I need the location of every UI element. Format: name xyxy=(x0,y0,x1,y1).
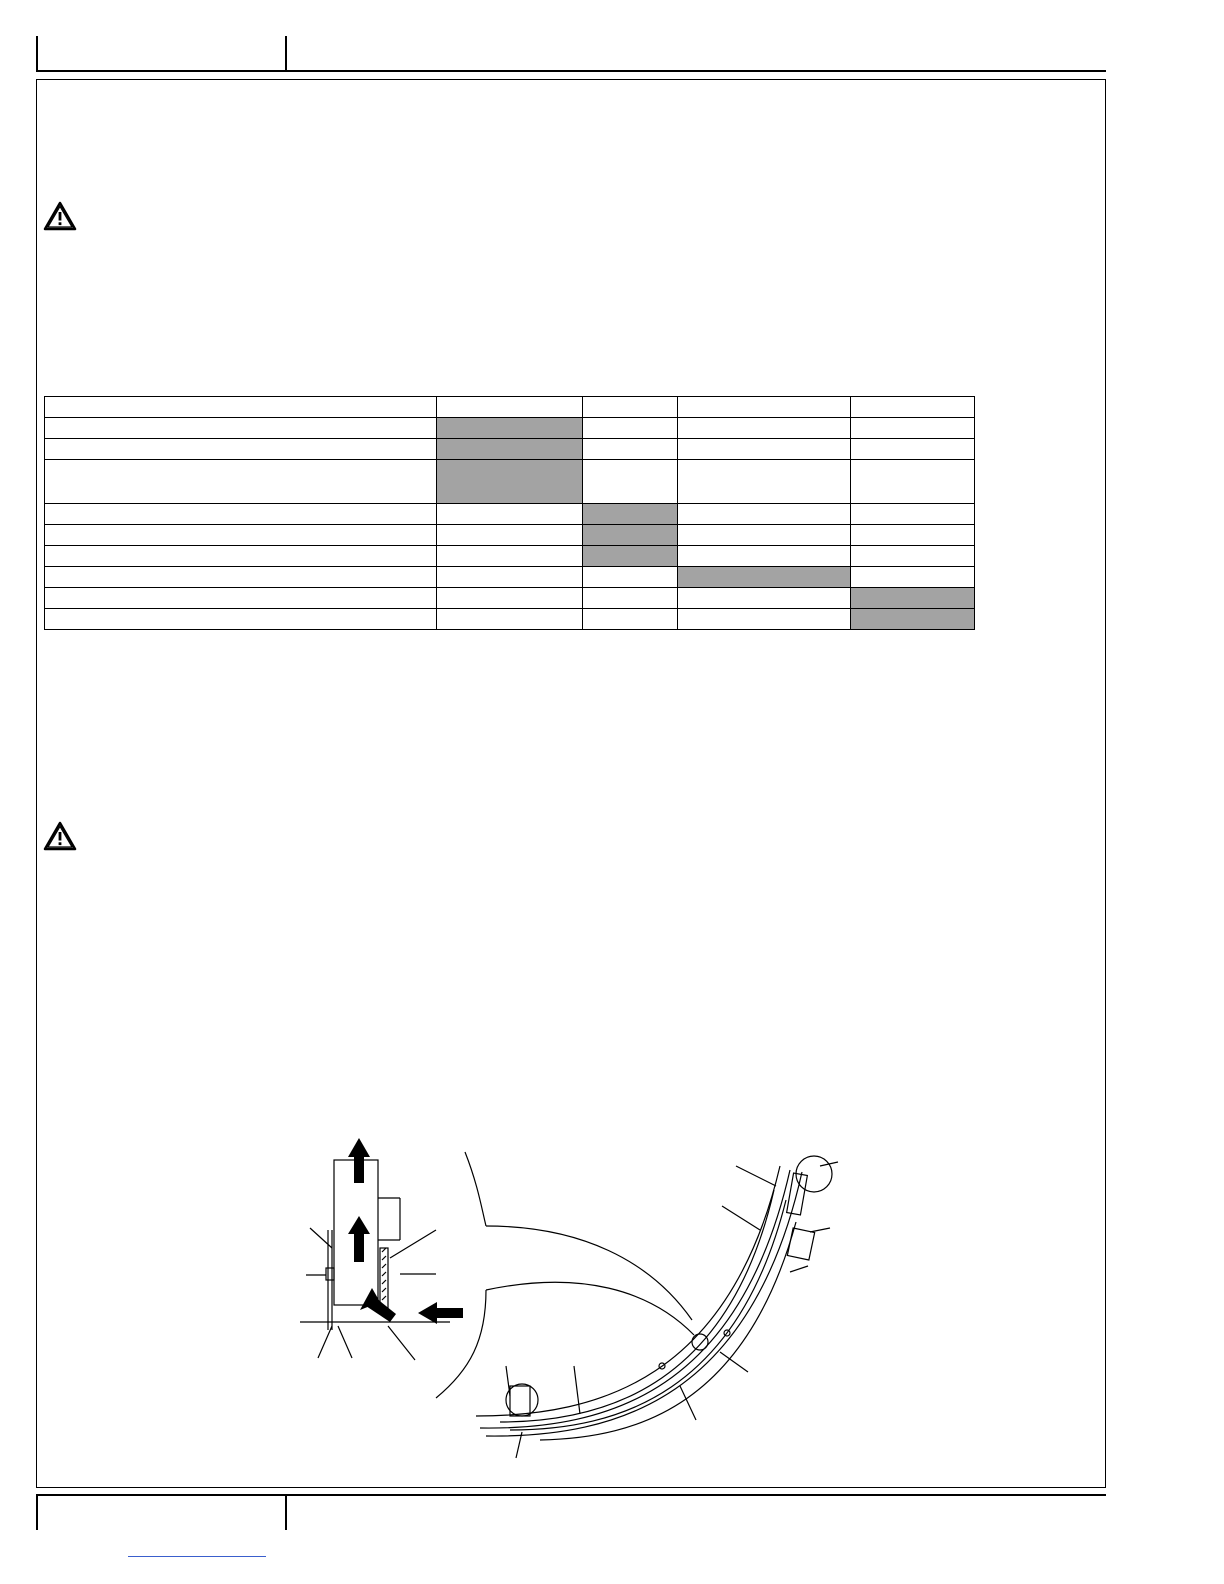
flow-arrows xyxy=(348,1138,463,1324)
interval-cell xyxy=(583,418,678,439)
interval-cell xyxy=(851,546,975,567)
interval-cell xyxy=(678,525,851,546)
row-label-cell xyxy=(45,546,437,567)
bottom-link-underline[interactable] xyxy=(128,1556,266,1557)
footer-divider-tick xyxy=(285,1494,287,1530)
shaded-interval-cell xyxy=(851,588,975,609)
warning-triangle-icon xyxy=(42,820,78,852)
row-label-cell xyxy=(45,460,437,504)
interval-cell xyxy=(583,460,678,504)
table-row xyxy=(45,546,975,567)
matrix-body xyxy=(45,397,975,630)
interval-cell xyxy=(851,567,975,588)
interval-cell xyxy=(851,418,975,439)
table-row xyxy=(45,460,975,504)
interval-cell xyxy=(678,439,851,460)
table-row xyxy=(45,439,975,460)
interval-cell xyxy=(851,460,975,504)
shaded-interval-cell xyxy=(583,504,678,525)
interval-cell xyxy=(437,609,583,630)
interval-cell xyxy=(678,504,851,525)
table-row xyxy=(45,588,975,609)
table-header-row xyxy=(45,397,975,418)
shaded-interval-cell xyxy=(678,567,851,588)
interval-cell xyxy=(583,588,678,609)
interval-cell xyxy=(678,588,851,609)
interval-cell xyxy=(437,567,583,588)
interval-cell xyxy=(583,567,678,588)
interval-cell xyxy=(583,609,678,630)
squeegee-frame xyxy=(476,1156,832,1440)
interval-cell xyxy=(437,546,583,567)
row-label-cell xyxy=(45,439,437,460)
table-header-cell xyxy=(678,397,851,418)
interval-cell xyxy=(437,525,583,546)
table-row xyxy=(45,609,975,630)
footer-rule xyxy=(36,1494,1106,1496)
interval-cell xyxy=(678,609,851,630)
squeegee-assembly-diagram xyxy=(290,1130,860,1470)
page-footer xyxy=(36,1494,1106,1530)
header-rule xyxy=(36,70,1106,72)
row-label-cell xyxy=(45,588,437,609)
row-label-cell xyxy=(45,525,437,546)
interval-cell xyxy=(678,546,851,567)
table-header-cell xyxy=(583,397,678,418)
shaded-interval-cell xyxy=(437,460,583,504)
row-label-cell xyxy=(45,504,437,525)
header-left-tick xyxy=(36,36,38,72)
row-label-cell xyxy=(45,418,437,439)
table-row xyxy=(45,504,975,525)
row-label-cell xyxy=(45,567,437,588)
interval-cell xyxy=(437,588,583,609)
maintenance-matrix-table xyxy=(44,396,975,630)
interval-cell xyxy=(437,504,583,525)
interval-cell xyxy=(851,525,975,546)
row-label-cell xyxy=(45,609,437,630)
shaded-interval-cell xyxy=(583,525,678,546)
table-row xyxy=(45,418,975,439)
table-header-cell xyxy=(437,397,583,418)
interval-cell xyxy=(851,504,975,525)
interval-cell xyxy=(583,439,678,460)
shaded-interval-cell xyxy=(437,439,583,460)
interval-cell xyxy=(678,418,851,439)
shaded-interval-cell xyxy=(437,418,583,439)
table-row xyxy=(45,525,975,546)
shaded-interval-cell xyxy=(583,546,678,567)
interval-cell xyxy=(678,460,851,504)
cross-section-detail xyxy=(300,1160,450,1360)
warning-triangle-icon xyxy=(42,200,78,232)
header-divider-tick xyxy=(285,36,287,72)
interval-cell xyxy=(851,439,975,460)
footer-left-tick xyxy=(36,1494,38,1530)
page-header xyxy=(36,36,1106,72)
table-header-cell xyxy=(45,397,437,418)
table-row xyxy=(45,567,975,588)
shaded-interval-cell xyxy=(851,609,975,630)
table-header-cell xyxy=(851,397,975,418)
